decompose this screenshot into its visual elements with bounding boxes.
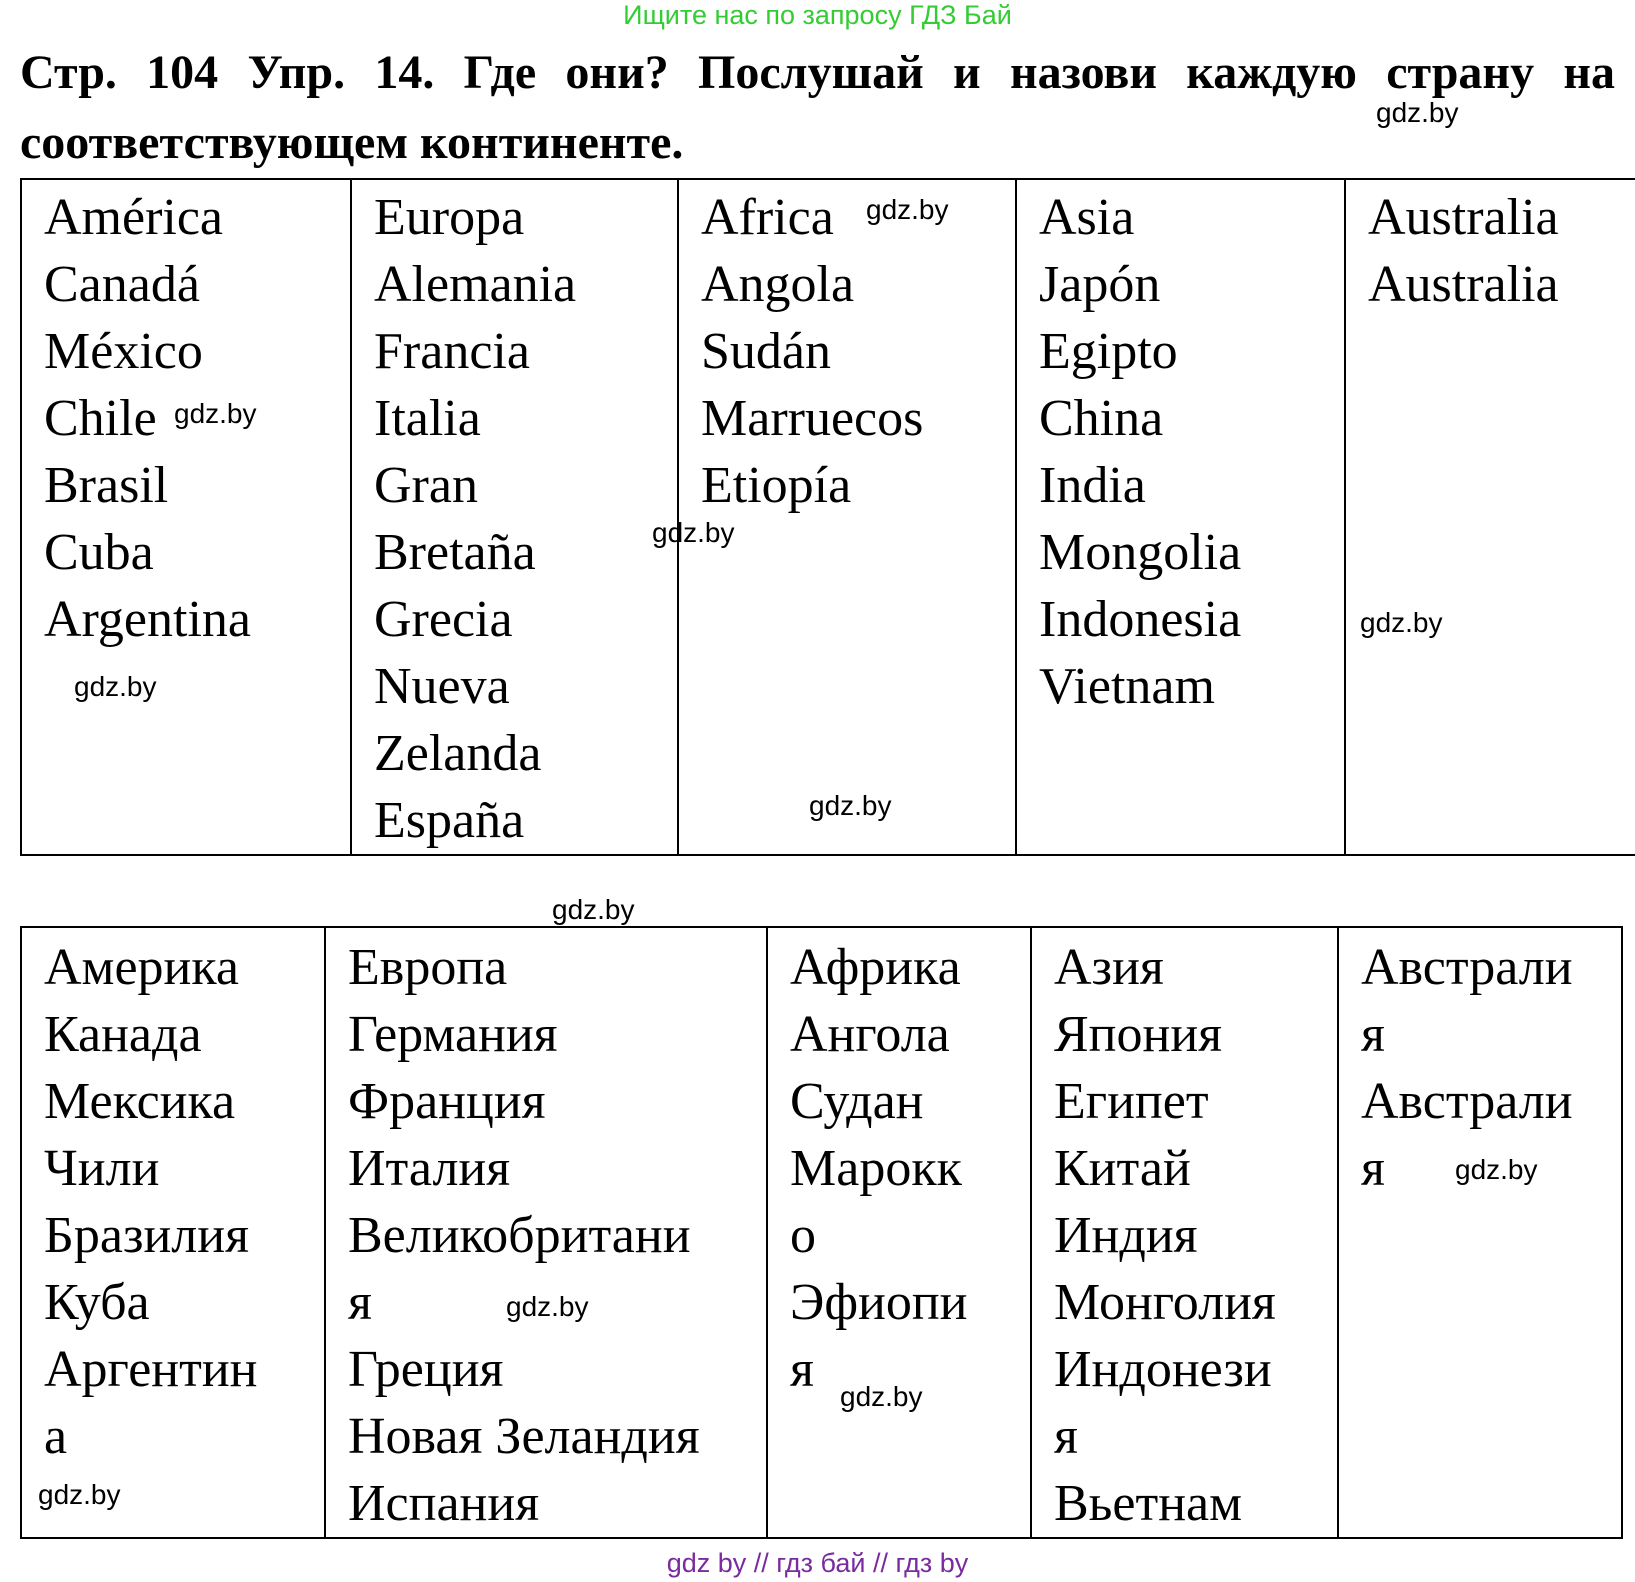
watermark: gdz.by bbox=[1360, 607, 1443, 638]
country-name: Австрали bbox=[1361, 1073, 1573, 1130]
country-name: о bbox=[790, 1207, 816, 1264]
table-row bbox=[21, 927, 1622, 1538]
country-list bbox=[790, 928, 1030, 1403]
country-name: Nueva bbox=[374, 658, 510, 715]
country-name: Vietnam bbox=[1039, 658, 1215, 715]
watermark: gdz.by bbox=[552, 894, 635, 925]
country-name: Китай bbox=[1054, 1140, 1191, 1197]
country-list bbox=[1368, 180, 1635, 318]
country-name: Германия bbox=[348, 1006, 558, 1063]
country-name: Grecia bbox=[374, 591, 513, 648]
country-name: Ангола bbox=[790, 1006, 950, 1063]
country-name: Etiopía bbox=[701, 457, 852, 514]
country-name: Франция bbox=[348, 1073, 546, 1130]
footer-links: gdz by // гдз бай // гдз by bbox=[666, 1548, 969, 1578]
country-list bbox=[1054, 928, 1337, 1537]
country-name: Chile bbox=[44, 390, 157, 447]
watermark: gdz.by bbox=[809, 790, 892, 821]
country-list bbox=[1039, 180, 1344, 720]
country-name: Чили bbox=[44, 1140, 160, 1197]
column-europa bbox=[351, 179, 678, 855]
country-name: Япония bbox=[1054, 1006, 1223, 1063]
watermark: gdz.by bbox=[1455, 1154, 1538, 1185]
country-name: India bbox=[1039, 457, 1146, 514]
country-name: Canadá bbox=[44, 256, 200, 313]
country-list bbox=[701, 180, 1015, 519]
country-name: Индонези bbox=[1054, 1341, 1272, 1398]
country-name: Argentina bbox=[44, 591, 251, 648]
country-name: Америка bbox=[44, 939, 239, 996]
watermark: gdz.by bbox=[1376, 97, 1459, 128]
table-row bbox=[21, 179, 1635, 855]
country-name: Африка bbox=[790, 939, 961, 996]
country-name: Азия bbox=[1054, 939, 1164, 996]
exercise-heading: Стр. 104 Упр. 14. Где они? Послушай и назови каждую страну на соответствующем континенте. bbox=[20, 46, 1615, 169]
country-name: я bbox=[348, 1274, 372, 1331]
country-name: Австрали bbox=[1361, 939, 1573, 996]
top-banner: Ищите нас по запросу ГДЗ Бай bbox=[623, 0, 1012, 30]
country-name: Australia bbox=[1368, 256, 1559, 313]
watermark: gdz.by bbox=[506, 1291, 589, 1322]
country-name: Sudán bbox=[701, 323, 831, 380]
country-name: Australia bbox=[1368, 189, 1559, 246]
column-asia bbox=[1016, 179, 1345, 855]
country-name: Великобритани bbox=[348, 1207, 691, 1264]
country-name: Аргентин bbox=[44, 1341, 258, 1398]
country-name: Европа bbox=[348, 939, 508, 996]
country-name: Brasil bbox=[44, 457, 169, 514]
country-name: Asia bbox=[1039, 189, 1135, 246]
country-name: Japón bbox=[1039, 256, 1161, 313]
country-name: Gran bbox=[374, 457, 478, 514]
country-name: Italia bbox=[374, 390, 481, 447]
watermark: gdz.by bbox=[174, 398, 257, 429]
watermark: gdz.by bbox=[74, 671, 157, 702]
country-name: Монголия bbox=[1054, 1274, 1276, 1331]
country-name: España bbox=[374, 792, 525, 849]
country-name: América bbox=[44, 189, 224, 246]
country-list bbox=[348, 928, 766, 1537]
country-name: Италия bbox=[348, 1140, 511, 1197]
country-name: Alemania bbox=[374, 256, 577, 313]
country-name: Мексика bbox=[44, 1073, 236, 1130]
column-australia bbox=[1338, 927, 1622, 1538]
column-australia bbox=[1345, 179, 1635, 855]
country-name: China bbox=[1039, 390, 1164, 447]
country-name: я bbox=[1361, 1006, 1385, 1063]
country-list bbox=[44, 928, 324, 1470]
country-name: Europa bbox=[374, 189, 525, 246]
country-name: Egipto bbox=[1039, 323, 1178, 380]
column-america bbox=[21, 179, 351, 855]
country-name: Cuba bbox=[44, 524, 154, 581]
country-list bbox=[374, 180, 677, 854]
country-name: Indonesia bbox=[1039, 591, 1242, 648]
country-name: я bbox=[790, 1341, 814, 1398]
country-name: Судан bbox=[790, 1073, 924, 1130]
country-name: Francia bbox=[374, 323, 530, 380]
country-name: México bbox=[44, 323, 203, 380]
spanish-countries-table bbox=[20, 178, 1635, 856]
country-name: Marruecos bbox=[701, 390, 924, 447]
country-name: Новая Зеландия bbox=[348, 1408, 700, 1465]
watermark: gdz.by bbox=[866, 194, 949, 225]
country-name: Zelanda bbox=[374, 725, 542, 782]
country-name: Испания bbox=[348, 1475, 540, 1532]
country-name: Mongolia bbox=[1039, 524, 1242, 581]
watermark: gdz.by bbox=[38, 1479, 121, 1510]
column-america bbox=[21, 927, 325, 1538]
country-name: Индия bbox=[1054, 1207, 1198, 1264]
column-africa bbox=[767, 927, 1031, 1538]
country-name: я bbox=[1054, 1408, 1078, 1465]
country-name: Эфиопи bbox=[790, 1274, 968, 1331]
country-name: Bretaña bbox=[374, 524, 536, 581]
country-name: Марокк bbox=[790, 1140, 962, 1197]
country-name: Бразилия bbox=[44, 1207, 250, 1264]
column-asia bbox=[1031, 927, 1338, 1538]
country-name: а bbox=[44, 1408, 68, 1465]
column-europa bbox=[325, 927, 767, 1538]
country-name: я bbox=[1361, 1140, 1385, 1197]
country-name: Египет bbox=[1054, 1073, 1209, 1130]
watermark: gdz.by bbox=[652, 517, 735, 548]
country-name: Канада bbox=[44, 1006, 202, 1063]
country-name: Angola bbox=[701, 256, 855, 313]
country-name: Греция bbox=[348, 1341, 504, 1398]
country-name: Вьетнам bbox=[1054, 1475, 1243, 1532]
country-name: Куба bbox=[44, 1274, 150, 1331]
country-name: Africa bbox=[701, 189, 834, 246]
watermark: gdz.by bbox=[840, 1381, 923, 1412]
russian-countries-table bbox=[20, 926, 1623, 1539]
